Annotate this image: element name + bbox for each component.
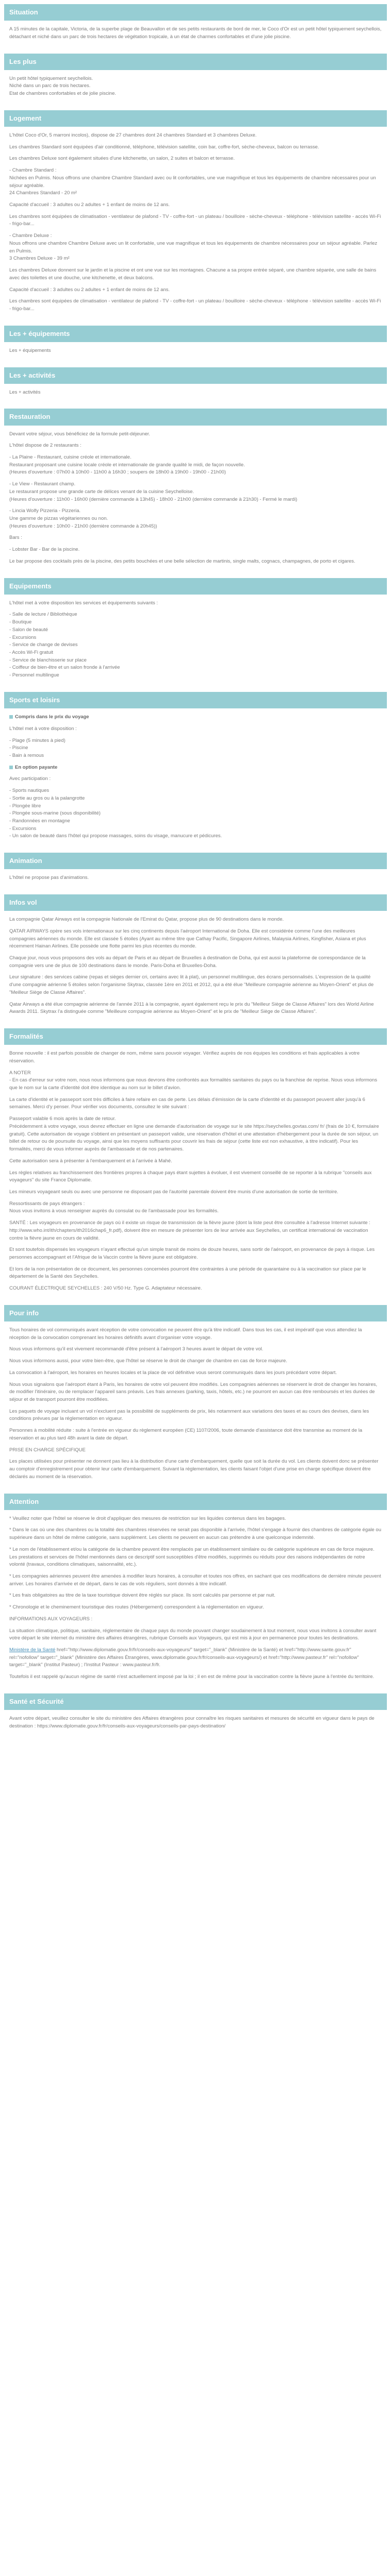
attention-p4: * Les compagnies aériennes peuvent être amenées à modifier leurs horaires, à consulter et toutes nos offres, en sachant que ces modifications de dernière minute peuvent arriver. Les horaires d'arrivée et de départ, dans le cas de vols réguliers, sont donnés à titre indicatif.	[9, 1573, 381, 1587]
attention-p8: La situation climatique, politique, sanitaire, réglementaire de chaque pays du monde pouvant changer soudainement à tout moment, nous vous invitons à consulter avant votre départ le site internet du ministère des affaires étrangères, rubrique Conseils aux Voyageurs, qui est mis à jour en permanence pour toutes les destinations.	[9, 1628, 377, 1641]
logement-p9: Capacité d'accueil : 3 adultes ou 2 adultes + 1 enfant de moins de 12 ans.	[9, 286, 170, 293]
section-plus	[4, 54, 387, 105]
formalites-p10: Et sont toutefois dispensés les voyageurs n'ayant effectué qu'un simple transit de moins de douze heures, sans sortir de l'aéroport, en provenance de pays à risque. Les personnes accompagnant et l'Afrique de la Vaccin contre la fièvre jaune est obligatoire.	[9, 1247, 375, 1260]
restauration-p5: - Lincia Wolfy Pizzeria - Pizzeria. Une gamme de pizzas végétariennes ou non. (Heures d'ouverture : 10h00 - 21h00 (dernière commande à 20h45))	[9, 508, 157, 529]
infovol-p1: La compagnie Qatar Airways est la compagnie Nationale de l'Emirat du Qatar, propose plus de 90 destinations dans le monde.	[9, 917, 284, 923]
pourinfo-p6: Les paquets de voyage incluant un vol n'excluent pas la possibilité de suppléments de prix, liés notamment aux variations des taxes et au cours des devises, dans les conditions prévues par la réglementation en vigueur.	[9, 1408, 369, 1422]
section-restauration	[4, 409, 387, 572]
formalites-p11: Et lors de la non présentation de ce document, les personnes concernées pourront être contraintes à une période de quarantaine ou à la vaccination sur place par le département de la Santé des Seychelles.	[9, 1266, 366, 1280]
formalites-p7: Les mineurs voyageant seuls ou avec une personne ne disposant pas de l'autorité parentale doivent être munis d'une autorisation de sortie de territoire.	[9, 1189, 338, 1195]
infovol-p5: Qatar Airways a été élue compagnie aérienne de l'année 2011 à la compagnie, ayant également reçu le prix du "Meilleur Siège de Classe Affaires" lors des World Airline Awards 2011. Skytrax l'a distinguée comme "Meilleure compagnie aérienne au Moyen-Orient" et le prix de "Meilleur Siège de Classe Affaires".	[9, 1001, 374, 1015]
animation-text: L'hôtel ne propose pas d'animations.	[9, 875, 89, 881]
restauration-p7: - Lobster Bar - Bar de la piscine.	[9, 547, 80, 553]
pourinfo-p5: Nous vous signalons que l'aéroport étant à Paris, les horaires de votre vol peuvent être modifiés. Les compagnies aériennes se réservent le droit de changer les horaires, de modifier l'itinéraire, ou de remplacer l'appareil sans préavis. Les frais annexes (parking, taxis, hôtels, etc.) ne pourront en aucun cas être remboursés et les durées de séjour et de transport pourront être modifiées.	[9, 1381, 378, 1403]
pourinfo-p9: Les places utilisées pour présenter ne donnent pas lieu à la distribution d'une carte d'embarquement, quelle que soit la durée du vol. Les clients doivent donc se présenter au comptoir d'enregistrement pour obtenir leur carte d'embarquement. Suivant la réglementation, les clients faisant l'objet d'une prise en charge spécifique doivent être déclarés au moment de la réservation.	[9, 1459, 379, 1480]
restauration-p1: Devant votre séjour, vous bénéficiez de la formule petit-déjeuner.	[9, 431, 151, 437]
section-title-logement: Logement	[4, 110, 387, 127]
attention-p5: * Les frais obligatoires au titre de la taxe touristique doivent être réglés sur place. Ils sont calculés par personne et par nuit.	[9, 1592, 275, 1599]
formalites-p9: SANTÉ : Les voyageurs en provenance de pays où il existe un risque de transmission de la fièvre jaune (dont la liste peut être consultée à l'adresse Internet suivante : http://www.who.int/ith/chapters/ith2016chap6_fr.pdf), doivent être en mesure de présenter lors de leur arrivée aux Seychelles, un certificat international de vaccination contre la fièvre jaune en cours de validité.	[9, 1220, 370, 1241]
equipements-plus-text: Les + équipements	[9, 347, 51, 353]
ministere-sante-link[interactable]: Ministère de la Santé	[9, 1647, 56, 1653]
attention-p10: Toutefois il est rappelé qu'aucun régime de santé n'est actuellement imposé par la loi ; il en est de même pour la vaccination contre la fièvre jaune à l'entrée du territoire.	[9, 1674, 374, 1680]
section-title-activites: Les + activités	[4, 367, 387, 384]
attention-links	[9, 1647, 382, 1669]
section-title-animation: Animation	[4, 853, 387, 869]
restauration-p8: Le bar propose des cocktails près de la piscine, des petits bouchées et une belle sélection de martinis, single malts, cognacs, champagnes, de porto et cigares.	[9, 558, 355, 564]
section-title-equipements-plus: Les + équipements	[4, 326, 387, 342]
logement-p10: Les chambres sont équipées de climatisation - ventilateur de plafond - TV - coffre-fort - un plateau / bouilloire - sèche-cheveux - téléphone - télévision satellite - accès Wi-Fi - frigo-bar...	[9, 298, 381, 312]
section-logement	[4, 110, 387, 320]
attention-p9: href="http://www.diplomatie.gouv.fr/fr/conseils-aux-voyageurs/" target="_blank" (Ministère de la Santé) et href="http://www.sante.gouv.fr" rel="nofollow" target="_blank" (Ministère des Affaires Étrangères, www.diplomatie.gouv.fr/fr/conseils-aux-voyageurs/) et href="http://www.pasteur.fr" rel="nofollow" target="_blank" (Institut Pasteur) ; l'Institut Pasteur : www.pasteur.fr/fr.	[9, 1647, 359, 1668]
section-attention	[4, 1494, 387, 1688]
section-activites	[4, 367, 387, 404]
logement-p6: Les chambres sont équipées de climatisation - ventilateur de plafond - TV - coffre-fort - un plateau / bouilloire - sèche-cheveux - téléphone - télévision satellite - accès Wi-Fi - frigo-bar...	[9, 213, 381, 227]
situation-text: A 15 minutes de la capitale, Victoria, de la superbe plage de Beauvallon et de ses petits restaurants de bord de mer, le Coco d'Or est un petit hôtel typiquement seychellois, détachant et niché dans un parc de trois hectares de végétation tropicale, à un état de charmes confortables et d'une jolie piscine.	[9, 26, 382, 40]
pourinfo-p2: Nous vous informons qu'il est vivement recommandé d'être présent à l'aéroport 3 heures avant le départ de votre vol.	[9, 1346, 264, 1352]
logement-p4: - Chambre Standard : Nichées en Pulmis. Nous offrons une chambre Chambre Standard avec ou lit confortables, une vue magnifique et tous les équipements de chambre nécessaires pour un séjour agréable. 24 Chambres Standard - 20 m²	[9, 167, 376, 196]
sports-paid-label: En option payante	[15, 764, 58, 770]
section-title-sante: Santé et Sécurité	[4, 1693, 387, 1710]
logement-p7: - Chambre Deluxe : Nous offrons une chambre Chambre Deluxe avec un lit confortable, une vue magnifique et tous les équipements de chambre nécessaires pour un séjour agréable. Parlez en Pulmis. 3 Chambres Deluxe - 39 m²	[9, 233, 378, 262]
attention-p7: INFORMATIONS AUX VOYAGEURS :	[9, 1616, 93, 1622]
section-title-equipements: Equipements	[4, 578, 387, 595]
restauration-p3: - La Plaine - Restaurant, cuisine créole et internationale. Restaurant proposant une cuisine locale créole et internationale de grande qualité le midi, de façon nouvelle. (Heures d'ouverture : 07h00 à 10h00 - 11h00 à 16h30 ; soupers de 18h00 à 19h00 - 19h00 - 21h00)	[9, 454, 245, 476]
section-title-sports: Sports et loisirs	[4, 692, 387, 708]
sports-paid-list: - Sports nautiques - Sortie au gros ou à la palangrotte - Plongée libre - Plongée sous-marine (sous disponibilité) - Randonnées en montagne - Excursions - Un salon de beauté dans l'hôtel qui propose massages, soins du visage, manucure et pédicures.	[9, 788, 222, 839]
square-bullet-icon	[9, 715, 13, 719]
attention-p2: * Dans le cas où une des chambres ou la totalité des chambres réservées ne serait pas disponible à l'arrivée, l'hôtel s'engage à fournir des chambres de catégorie égale ou supérieure dans un hôtel de même catégorie, sans supplément. Les clients ne peuvent en aucun cas prétendre à une quelconque indemnité.	[9, 1527, 381, 1541]
section-title-situation: Situation	[4, 4, 387, 21]
sports-paid-heading	[9, 764, 382, 772]
sports-included-heading	[9, 714, 382, 721]
section-sports	[4, 692, 387, 848]
logement-p8: Les chambres Deluxe donnent sur le jardin et la piscine et ont une vue sur les montagnes. Chacune a sa propre entrée séparé, une chambre séparée, une salle de bains avec des toilettes et une douche, une kitchenette, et deux balcons.	[9, 267, 377, 281]
formalites-p1: Bonne nouvelle : il est parfois possible de changer de nom, même sans pouvoir voyager. Vérifiez auprès de nos équipes les conditions et frais applicables à votre réservation.	[9, 1050, 360, 1064]
infovol-p3: Chaque jour, nous vous proposons des vols au départ de Paris et au départ de Bruxelles à destination de Doha, qui est aussi la plateforme de correspondance de la compagnie vers une de plus de 100 destinations dans le monde. Paris-Doha et Bruxelles-Doha.	[9, 955, 366, 969]
formalites-p6: Les règles relatives au franchissement des frontières propres à chaque pays étant sujettes à évoluer, il est vivement conseillé de se reporter à la rubrique "conseils aux voyageurs" du site France Diplomatie.	[9, 1170, 372, 1183]
formalites-p5: Cette autorisation sera à présenter à l'embarquement et à l'arrivée à Mahé.	[9, 1158, 172, 1164]
formalites-p4: Passeport valable 6 mois après la date de retour. Précédemment à votre voyage, vous devrez effectuer en ligne une demande d'autorisation de voyage sur le site https://seychelles.govtas.com/ fr/ (frais de 10 €, formulaire gratuit). Cette autorisation de voyage s'obtient en présentant un passeport valide, une réservation d'hôtel et une attestation d'hébergement pour la durée de son séjour, un billet de retour ou de poursuite du voyage, ainsi que les moyens suffisants pour couvrir les frais de séjour (cette liste est non exhaustive, à titre indicatif). Pour les formalités, merci de vous informer auprès de l'ambassade et de nos partenaires.	[9, 1116, 379, 1153]
sports-included-list: - Plage (5 minutes à pied) - Piscine - Bain à remous	[9, 737, 66, 758]
attention-p3: * Le nom de l'établissement et/ou la catégorie de la chambre peuvent être remplacés par un établissement similaire ou de catégorie supérieure en cas de force majeure. Les prestations et services de l'hôtel mentionnés dans ce descriptif sont susceptibles d'être modifiés, supprimés ou réduits pour des raisons indépendantes de notre volonté (travaux, conditions climatiques, saisonnalité, etc.).	[9, 1546, 374, 1568]
pourinfo-p1: Tous horaires de vol communiqués avant réception de votre convocation ne peuvent être qu'à titre indicatif. Dans tous les cas, il est impératif que vous attendiez la réception de la convocation comprenant les horaires définitifs avant d'organiser votre voyage.	[9, 1327, 362, 1341]
equipements-list: - Salle de lecture / Bibliothèque - Boutique - Salon de beauté - Excursions - Service de change de devises - Accès Wi-Fi gratuit - Service de blanchisserie sur place - Coiffeur de bien-être et un salon fronde à l'arrivée - Personnel multilingue	[9, 612, 120, 679]
sports-included-intro: L'hôtel met à votre disposition :	[9, 725, 77, 732]
attention-p6: * Chronologie et le cheminement touristique des routes (Hébergement) correspondent à la réglementation en vigueur.	[9, 1604, 264, 1611]
section-situation	[4, 4, 387, 48]
section-title-attention: Attention	[4, 1494, 387, 1510]
sports-included-label: Compris dans le prix du voyage	[15, 714, 89, 720]
infovol-p2: QATAR AIRWAYS opère ses vols internationaux sur les cinq continents depuis l'aéroport International de Doha. Elle est considérée comme l'une des meilleures compagnies aériennes du monde. Elle est classée 5 étoiles (Ayant au même titre que Cathay Pacific, Singapore Airlines, Malaysia Airlines, Kingfisher, Asiana et plus récemment Hainan Airlines. Elle possède une flotte parmi les plus récentes du monde.	[9, 928, 366, 950]
logement-p2: Les chambres Standard sont équipées d'air conditionné, téléphone, télévision satellite, coin bar, coffre-fort, sèche-cheveux, balcon ou terrasse.	[9, 144, 319, 150]
restauration-p4: - Le View - Restaurant champ. Le restaurant propose une grande carte de délices venant de la cuisine Seychelloise. (Heures d'ouverture : 11h00 - 16h00 (dernière commande à 13h45) - 18h00 - 21h00 (dernière commande à 21h30) - Fermé le mardi)	[9, 481, 298, 502]
section-equipements	[4, 578, 387, 687]
restauration-p2: L'hôtel dispose de 2 restaurants :	[9, 443, 82, 449]
section-title-restauration: Restauration	[4, 409, 387, 425]
logement-p3: Les chambres Deluxe sont également situées d'une kitchenette, un salon, 2 suites et balcon et terrasse.	[9, 156, 235, 162]
formalites-p3: La carte d'identité et le passeport sont très difficiles à faire refaire en cas de perte. Les délais d'émission de la carte d'identité et du passeport peuvent aller jusqu'à 6 semaines. Merci d'y penser. Pour vérifier vos documents, consultez le site suivant :	[9, 1096, 365, 1110]
attention-p1: * Veuillez noter que l'hôtel se réserve le droit d'appliquer des mesures de restriction sur les liquides contenus dans les bagages.	[9, 1515, 286, 1521]
sports-paid-intro: Avec participation :	[9, 776, 51, 782]
formalites-p8: Ressortissants de pays étrangers : Nous vous invitons à vous renseigner auprès du consulat ou de l'ambassade pour les formalités.	[9, 1200, 219, 1214]
sante-p1: Avant votre départ, veuillez consulter le site du ministère des Affaires étrangères pour connaître les risques sanitaires et mesures de sécurité en vigueur dans le pays de destination : https://www.diplomatie.gouv.fr/fr/conseils-aux-voyageurs/conseils-par-pays-destination/	[9, 1716, 374, 1729]
square-bullet-icon	[9, 766, 13, 769]
section-infovol	[4, 894, 387, 1023]
pourinfo-p3: Nous vous informons aussi, pour votre bien-être, que l'hôtel se réserve le droit de changer de chambre en cas de force majeure.	[9, 1358, 287, 1364]
logement-p1: L'hôtel Coco d'Or, 5 marroni incolos), dispose de 27 chambres dont 24 chambres Standard et 3 chambres Deluxe.	[9, 132, 257, 139]
equipements-p1: L'hôtel met à votre disposition les services et équipements suivants :	[9, 600, 158, 606]
section-pourinfo	[4, 1305, 387, 1488]
pourinfo-p7: Personnes à mobilité réduite : suite à l'entrée en vigueur du règlement européen (CE) 1107/2006, toute demande d'assistance doit être transmise au moment de la réservation et au plus tard 48h avant la date de départ.	[9, 1428, 363, 1441]
section-animation	[4, 853, 387, 889]
section-title-infovol: Infos vol	[4, 894, 387, 911]
section-title-plus: Les plus	[4, 54, 387, 70]
restauration-p6: Bars :	[9, 535, 22, 541]
formalites-p2: A NOTER - En cas d'erreur sur votre nom, nous nous informons que nous devrons être confrontés aux formalités sanitaires du pays ou la franchise de reprise. Nous vous informons que le nom sur la carte d'identité doit être identique au nom sur le billet d'avion.	[9, 1070, 378, 1091]
plus-text: Un petit hôtel typiquement seychellois. Niché dans un parc de trois hectares. Etat de chambres confortables et de jolie piscine.	[9, 75, 117, 97]
formalites-p12: COURANT ÉLECTRIQUE SEYCHELLES : 240 V/50 Hz. Type G. Adaptateur nécessaire.	[9, 1285, 202, 1292]
section-formalites	[4, 1028, 387, 1300]
logement-p5: Capacité d'accueil : 3 adultes ou 2 adultes + 1 enfant de moins de 12 ans.	[9, 202, 170, 208]
section-sante	[4, 1693, 387, 1738]
pourinfo-p8: PRISE EN CHARGE SPÉCIFIQUE	[9, 1447, 86, 1453]
activites-text: Les + activités	[9, 389, 41, 395]
section-title-pourinfo: Pour info	[4, 1305, 387, 1321]
section-equipements-plus	[4, 326, 387, 362]
infovol-p4: Leur signature : des services cabine (repas et sièges dernier cri, certains avec lit à plat), un personnel multilingue, des écrans personnalisés. L'expression de la qualité d'une compagnie aérienne 5 étoiles selon l'organisme Skytrax, classée 1ère en 2011 et 2012, qui a été élue "Meilleure compagnie aérienne au Moyen-Orient" et plus de "Meilleur Siège de Classe Affaires".	[9, 974, 374, 995]
section-title-formalites: Formalités	[4, 1028, 387, 1045]
pourinfo-p4: La convocation à l'aéroport, les horaires en heures locales et la place de vol définitive vous seront communiqués dans les jours précédant votre départ.	[9, 1369, 337, 1376]
